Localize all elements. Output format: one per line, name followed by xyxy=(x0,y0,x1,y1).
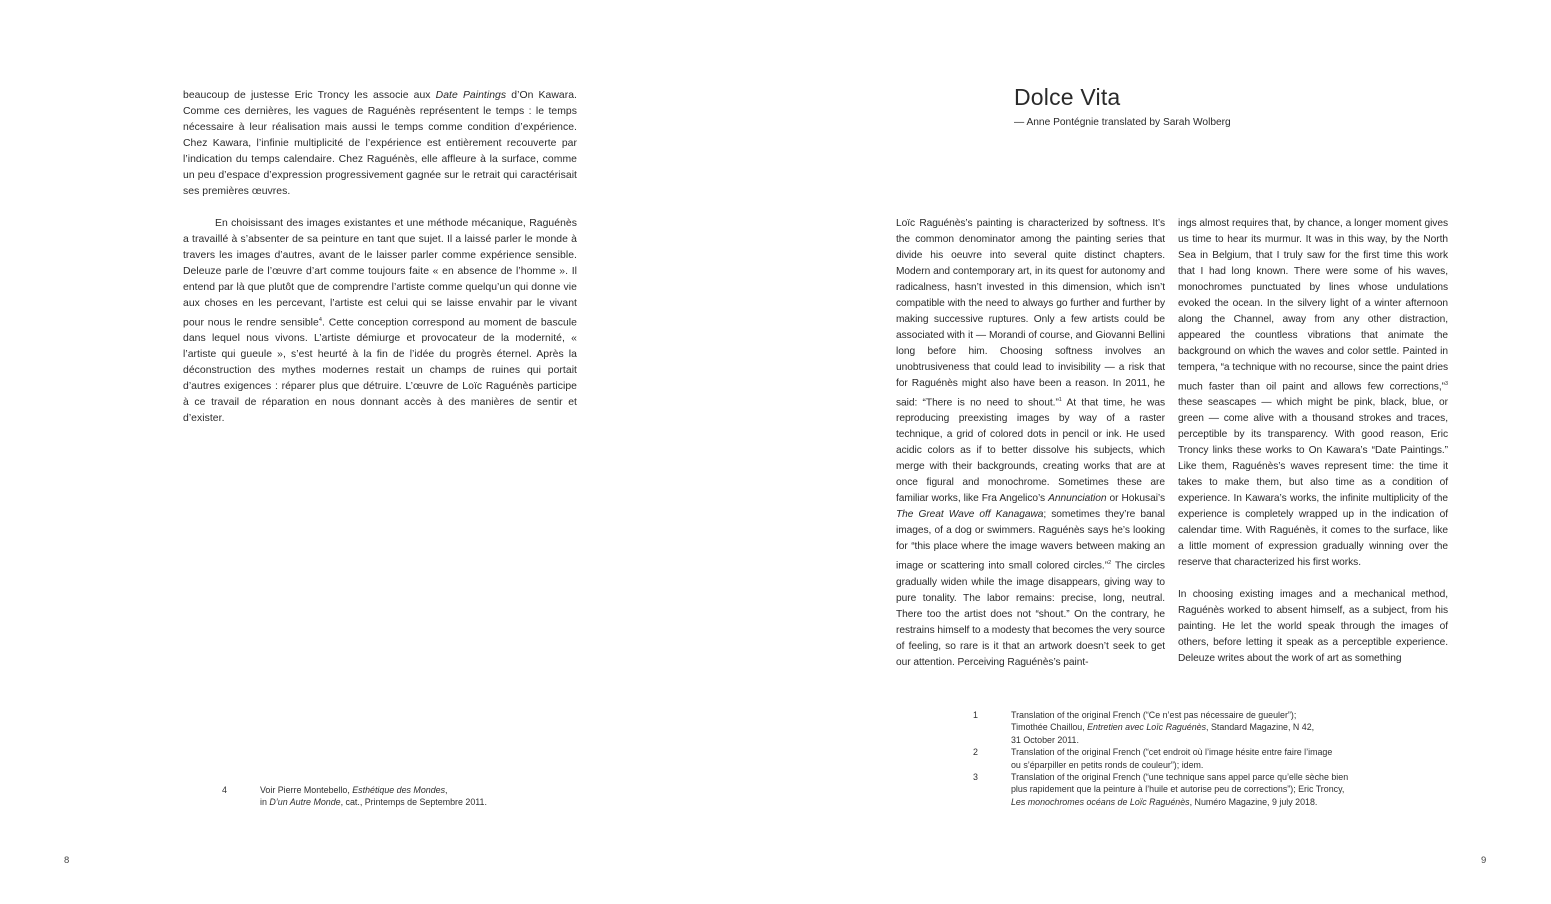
footnote-text: Voir Pierre Montebello, Esthétique des Mondes, in D’un Autre Monde, cat., Printemps de Septembre 2011. xyxy=(260,785,487,808)
right-page xyxy=(776,0,1551,904)
italic-title-great-wave: The Great Wave off Kanagawa xyxy=(896,509,1044,521)
footnote-1 xyxy=(973,709,1348,746)
footnote-number: 4 xyxy=(222,785,227,795)
footnote-ref-1: 1 xyxy=(1058,397,1062,403)
footnote-number: 3 xyxy=(973,772,978,783)
left-page xyxy=(0,0,775,904)
footnote-2 xyxy=(973,746,1348,771)
column-2-paragraph-1: ings almost requires that, by chance, a longer moment gives us time to hear its murmur. It was in this way, by the North Sea in Belgium, that I truly saw for the first time this work that I had long known. There were some of his waves, monochromes punctuated by lines whose undulations evoked the ocean. In the silvery light of a winter afternoon along the Channel, away from any other distraction, appeared the countless vibrations that animate the background on which the waves and color settle. Painted in tempera, “a technique with no recourse, since the paint dries much faster than oil paint and allows few corrections,”$^3$ these seascapes — which might be pink, black, blue, or green — come alive with a thousand strokes and traces, perceptible by its transparency. With good reason, Eric Troncy links these works to On Kawara’s “Date Paintings.” Like them, Raguénès’s waves represent time: the time it takes to make them, but also time as a condition of experience. In Kawara’s works, the infinite multiplicity of the experience is completely wrapped up in the indication of calendar time. With Raguénès, it comes to the surface, like a little moment of expression gradually winning over the reserve that characterized his first works. xyxy=(1178,218,1448,569)
footnote-3 xyxy=(973,771,1348,808)
footnote-number: 2 xyxy=(973,747,978,758)
footnote-text: Translation of the original French (“Ce n’est pas nécessaire de gueuler”); Timothée Chaillou, Entretien avec Loïc Raguénès, Standard Magazine, N 42, 31 October 2011. xyxy=(1011,710,1315,745)
article-byline: — Anne Pontégnie translated by Sarah Wolberg xyxy=(1014,117,1231,128)
footnote-text: Translation of the original French (“une technique sans appel parce qu’elle sèche bien plus rapidement que la peinture à l’huile et autorise peu de corrections”); Eric Troncy, Les monochromes océans de Loïc Raguénès, Numéro Magazine, 9 july 2018. xyxy=(1011,772,1349,807)
footnote-number: 1 xyxy=(973,710,978,720)
page-number-left: 8 xyxy=(64,855,70,866)
footnote-4 xyxy=(222,784,487,809)
column-2-paragraph-2: In choosing existing images and a mechanical method, Raguénès worked to absent himself, as a subject, from his painting. He let the world speak through the images of others, before letting it speak as a perceptible experience. Deleuze writes about the work of art as something xyxy=(1178,589,1448,665)
footnote-ref-3: 3 xyxy=(1444,381,1448,387)
left-paragraph-2: En choisissant des images existantes et une méthode mécanique, Raguénès a travaillé à s’absenter de sa peinture en tant que sujet. Il a laissé parler le monde à travers les images d’autres, avant de le laisser parler comme expérience sensible. Deleuze parle de l’œuvre d’art comme toujours faite « en absence de l’homme ». Il entend par là que plutôt que de comprendre l’artiste comme quelqu’un qui donne vie aux choses en les percevant, l’artiste est celui qui se laisse envahir par le vivant pour nous le rendre sensible$^4$. Cette conception correspond au moment de bascule dans lequel nous vivons. L’artiste démiurge et provocateur de la modernité, « l’artiste qui gueule », s’est heurté à la fin de l’idée du progrès éternel. Après la déconstruction des mythes modernes restait un champs de ruines qui portait d’autres exigences : réparer plus que détruire. L’œuvre de Loïc Raguénès participe à ce travail de réparation en nous donnant accès à des manières de sentir et d’exister. xyxy=(183,218,577,425)
left-paragraph-1: beaucoup de justesse Eric Troncy les associe aux Date Paintings d’On Kawara. Comme ces dernières, les vagues de Raguénès représentent le temps : le temps nécessaire à leur réalisation mais aussi le temps comme condition d’expérience. Chez Kawara, l’infinie multiplicité de l’expérience est entièrement recouverte par l’indication du temps calendaire. Chez Raguénès, elle affleure à la surface, comme un peu d’espace d’expression progressivement gagnée sur le retrait qui caractérisait ses premières œuvres. xyxy=(183,90,577,197)
left-page-body xyxy=(183,88,577,427)
article-title: Dolce Vita xyxy=(1014,84,1121,110)
column-1-paragraph: Loïc Raguénès’s painting is characterized by softness. It’s the common denominator among the painting series that divide his oeuvre into several quite distinct chapters. Modern and contemporary art, in its quest for autonomy and radicalness, hasn’t invested in this dimension, which isn’t compatible with the need to always go further and further by making successive ruptures. Only a few artists could be associated with it — Morandi of course, and Giovanni Bellini long before him. Choosing softness involves an unobtrusiveness that could lead to invisibility — a risk that for Raguénès might also have been a reason. In 2011, he said: “There is no need to shout.”$^1$ At that time, he was reproducing preexisting images by way of a raster technique, a grid of colored dots in pencil or ink. He used acidic colors as if to better dissolve his subjects, which merge with their backgrounds, creating works that are at once figural and monochrome. Sometimes these are familiar works, like Fra Angelico’s Annunciation or Hokusai’s The Great Wave off Kanagawa; sometimes they’re banal images, of a dog or swimmers. Raguénès says he’s looking for “this place where the image wavers between making an image or scattering into small colored circles.”$^2$ The circles gradually widen while the image disappears, giving way to pure tonality. The labor remains: precise, long, neutral. There too the artist does not “shout.” On the contrary, he restrains himself to a modesty that becomes the very source of feeling, so rare is it that an artwork doesn’t seek to get our attention. Perceiving Raguénès’s paint- xyxy=(896,218,1166,668)
italic-title-date-paintings: Date Paintings xyxy=(435,90,507,101)
left-footnotes xyxy=(222,784,487,809)
page-number-right: 9 xyxy=(1481,855,1487,866)
right-footnotes xyxy=(973,709,1348,808)
text-column-2 xyxy=(1178,216,1448,667)
footnote-ref-4: 4 xyxy=(318,317,322,323)
text-column-1 xyxy=(896,216,1165,671)
footnote-ref-2: 2 xyxy=(1108,560,1112,567)
italic-title-annunciation: Annunciation xyxy=(1048,493,1107,505)
footnote-text: Translation of the original French (“cet endroit où l’image hésite entre faire l’image ou s’éparpiller en petits ronds de couleur”); idem. xyxy=(1011,747,1333,770)
